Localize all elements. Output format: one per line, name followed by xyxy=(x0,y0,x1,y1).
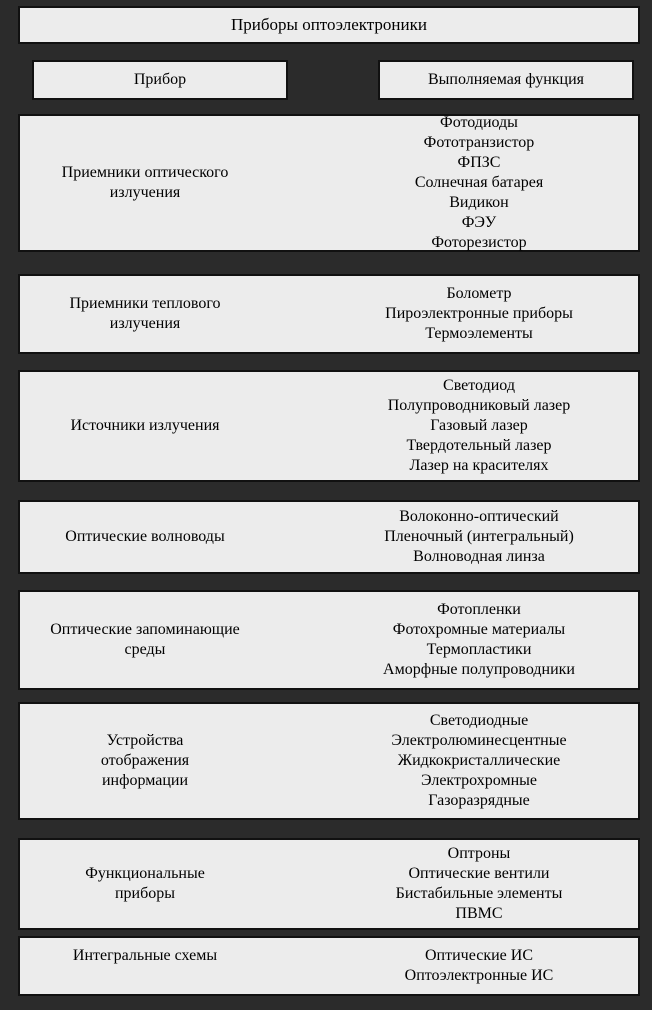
row-label: Устройства отображения информации xyxy=(100,732,190,789)
header-function xyxy=(378,60,634,100)
row-functions-cell xyxy=(320,592,638,688)
function-item: Волноводная линза xyxy=(413,548,545,565)
row-label-cell xyxy=(20,840,270,928)
row-label: Интегральные схемы xyxy=(72,947,218,964)
function-item: Электрохромные xyxy=(420,772,538,789)
row-functions-cell xyxy=(320,116,638,250)
function-item: Волоконно-оптический xyxy=(399,508,559,525)
function-item: Твердотельный лазер xyxy=(406,437,552,454)
row-radiation-sources xyxy=(18,370,640,482)
function-item: Солнечная батарея xyxy=(414,174,544,191)
row-label-cell xyxy=(20,938,270,994)
row-functions-cell xyxy=(320,372,638,480)
function-list xyxy=(384,507,574,567)
row-label-cell xyxy=(20,372,270,480)
function-item: Оптроны xyxy=(447,845,511,862)
function-item: Фотохромные материалы xyxy=(392,621,566,638)
function-item: Термопластики xyxy=(426,641,532,658)
function-list xyxy=(396,844,563,924)
function-item: Пленочный (интегральный) xyxy=(384,528,574,545)
header-device-label: Прибор xyxy=(133,71,187,88)
function-item: Оптические вентили xyxy=(408,865,550,882)
diagram-title-text: Приборы оптоэлектроники xyxy=(231,15,427,34)
row-functions-cell xyxy=(320,502,638,572)
row-integrated-circuits xyxy=(18,936,640,996)
function-item: Видикон xyxy=(449,194,509,211)
function-list xyxy=(385,284,573,344)
function-item: Фоторезистор xyxy=(431,234,527,251)
row-optical-storage xyxy=(18,590,640,690)
function-item: Болометр xyxy=(446,285,512,302)
row-label: Функциональные приборы xyxy=(85,865,205,902)
function-item: Оптические ИС xyxy=(425,947,533,964)
function-item: Оптоэлектронные ИС xyxy=(404,967,554,984)
header-function-label: Выполняемая функция xyxy=(427,71,585,88)
row-display-devices xyxy=(18,702,640,820)
row-label: Оптические запоминающие среды xyxy=(50,621,240,658)
function-item: Газовый лазер xyxy=(430,417,528,434)
function-item: Светодиод xyxy=(443,377,515,394)
function-list xyxy=(415,113,543,253)
row-functions-cell xyxy=(320,840,638,928)
function-list xyxy=(391,711,566,811)
row-label: Приемники теплового излучения xyxy=(69,295,221,332)
function-item: Пироэлектронные приборы xyxy=(385,305,573,322)
row-functional-devices xyxy=(18,838,640,930)
function-item: Фотопленки xyxy=(437,601,521,618)
row-optical-receivers xyxy=(18,114,640,252)
row-functions-cell xyxy=(320,704,638,818)
function-item: ФЭУ xyxy=(461,214,497,231)
row-label: Приемники оптического излучения xyxy=(61,164,229,201)
function-item: Светодиодные xyxy=(429,712,529,729)
function-item: ПВМС xyxy=(455,905,503,922)
function-item: Бистабильные элементы xyxy=(395,885,563,902)
row-optical-waveguides xyxy=(18,500,640,574)
row-functions-cell xyxy=(320,276,638,352)
function-item: Полупроводниковый лазер xyxy=(387,397,571,414)
row-label-cell xyxy=(20,592,270,688)
function-item: Газоразрядные xyxy=(428,792,530,809)
row-thermal-receivers xyxy=(18,274,640,354)
function-list xyxy=(405,946,554,986)
row-label: Оптические волноводы xyxy=(65,528,225,545)
function-item: Лазер на красителях xyxy=(409,457,549,474)
row-label-cell xyxy=(20,502,270,572)
row-functions-cell xyxy=(320,938,638,994)
function-item: Термоэлементы xyxy=(425,325,533,342)
function-list xyxy=(388,376,570,476)
header-device xyxy=(32,60,288,100)
function-list xyxy=(383,600,575,680)
row-label-cell xyxy=(20,704,270,818)
function-item: Электролюминесцентные xyxy=(391,732,567,749)
function-item: Фотодиоды xyxy=(440,114,518,131)
row-label-cell xyxy=(20,276,270,352)
function-item: Фототранзистор xyxy=(423,134,535,151)
function-item: ФПЗС xyxy=(457,154,501,171)
function-item: Жидкокристаллические xyxy=(397,752,561,769)
row-label-cell xyxy=(20,116,270,250)
row-label: Источники излучения xyxy=(70,417,220,434)
function-item: Аморфные полупроводники xyxy=(383,661,575,678)
diagram-title xyxy=(18,6,640,44)
